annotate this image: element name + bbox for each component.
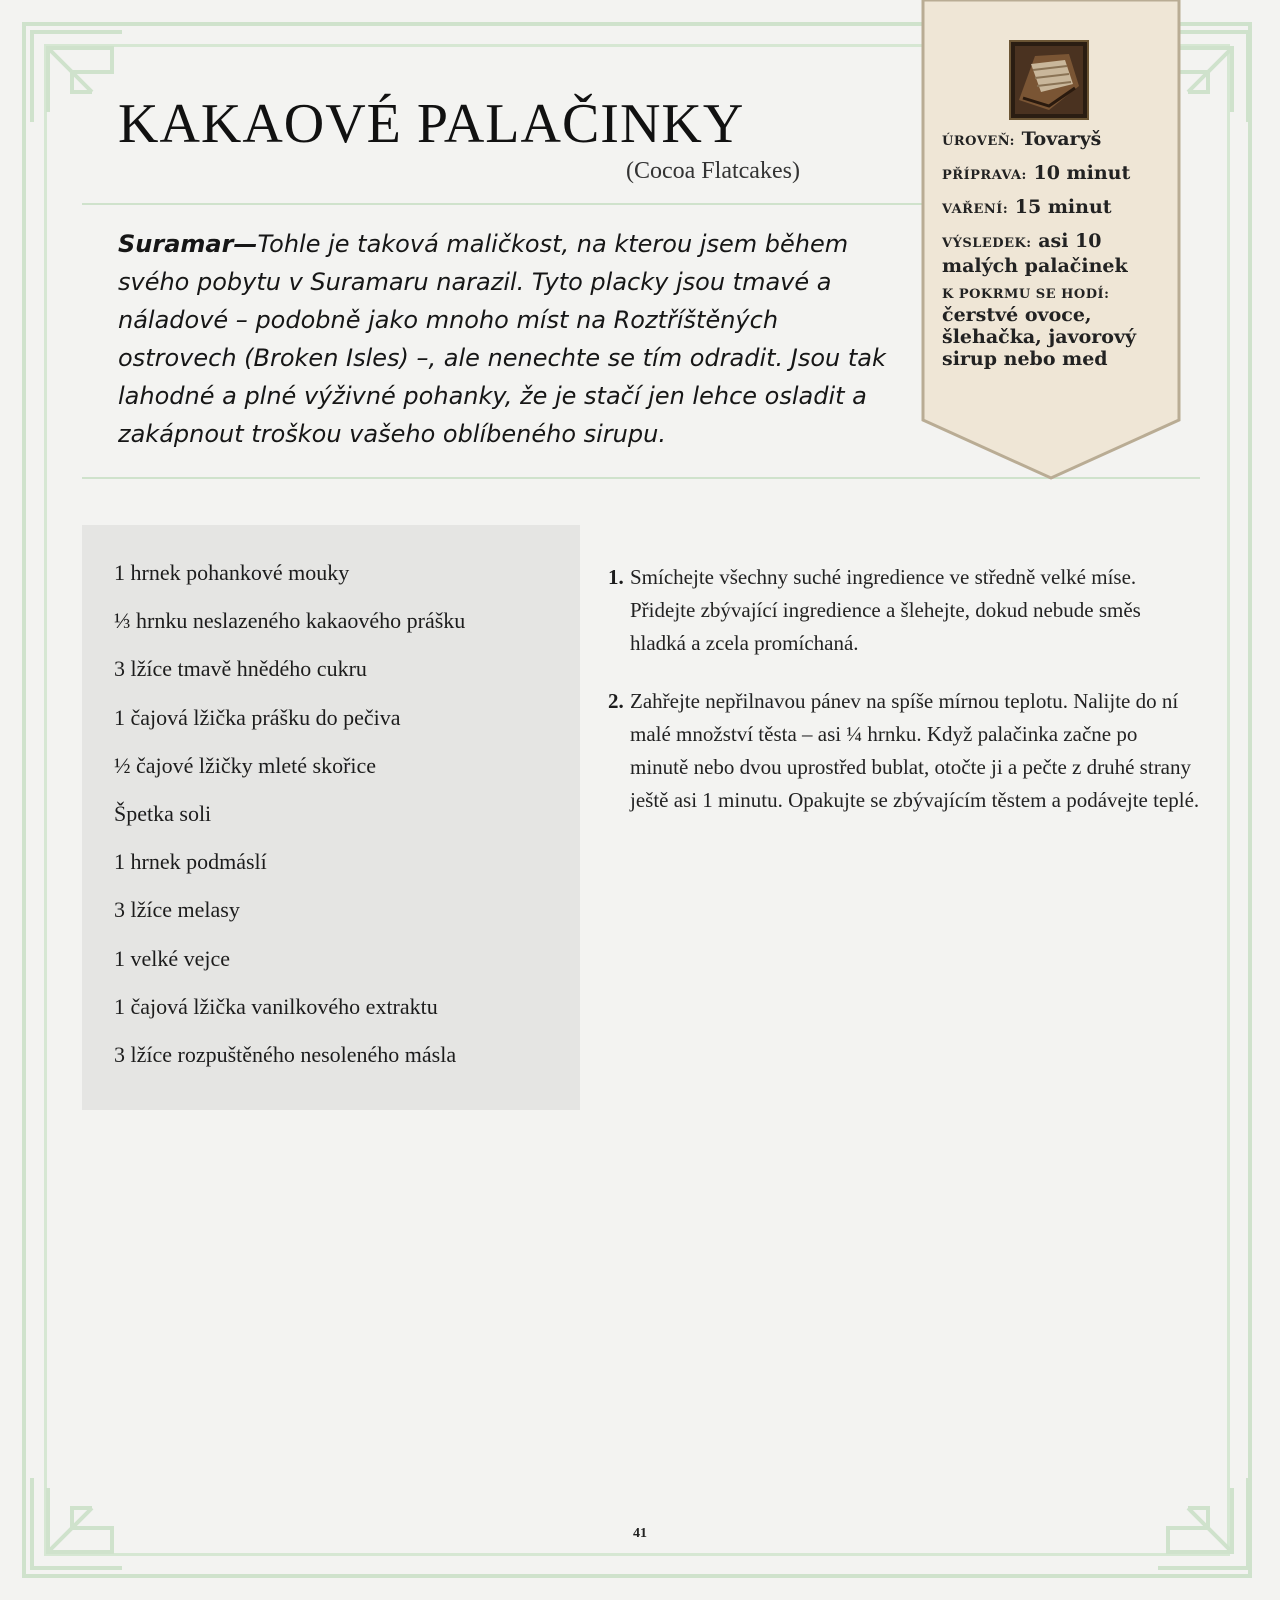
info-yield: VÝSLEDEK: asi 10 malých palačinek: [942, 230, 1128, 277]
step-number: 1.: [608, 565, 624, 589]
ingredient-item: 1 čajová lžička prášku do pečiva: [114, 704, 401, 730]
ingredient-item: ½ čajové lžičky mleté skořice: [114, 752, 377, 778]
recipe-info: [942, 128, 1172, 379]
instruction-step: [608, 561, 1208, 660]
recipe-subtitle: (Cocoa Flatcakes): [626, 158, 800, 184]
info-level: ÚROVEŇ: Tovaryš: [942, 128, 1102, 150]
intro-location: Suramar—: [118, 230, 258, 258]
ingredient-list: [114, 561, 580, 1091]
page-number: 41: [633, 1526, 647, 1541]
cocoa-flatcake-icon: [1009, 40, 1089, 120]
info-serve-with: K POKRMU SE HODÍ: čerstvé ovoce, šlehačka, javorový sirup nebo med: [942, 287, 1137, 370]
title-divider: [82, 203, 922, 205]
intro-text: Tohle je taková maličkost, na kterou jsem během svého pobytu v Suramaru narazil. Tyto placky jsou tmavé a náladové – podobně jako mnoho míst na Roztříštěných ostrovech (Broken Isles) –, ale nenechte se tím odradit. Jsou tak lahodné a plné výživné pohanky, že je stačí jen lehce osladit a zakápnout troškou vašeho oblíbeného sirupu.: [118, 230, 886, 448]
ingredient-item: 1 hrnek pohankové mouky: [114, 560, 350, 585]
step-number: 2.: [608, 689, 624, 713]
step-text: Zahřejte nepřilnavou pánev na spíše mírnou teplotu. Nalijte do ní malé množství těsta – asi ¼ hrnku. Když palačinka začne po minutě nebo dvou uprostřed bublat, otočte ji a pečte z druhé strany ještě asi 1 minutu. Opakujte se zbývajícím těstem a podávejte teplé.: [630, 689, 1200, 812]
ingredient-item: 3 lžíce tmavě hnědého cukru: [114, 656, 367, 682]
ingredient-item: Špetka soli: [114, 800, 212, 826]
ingredient-item: 1 velké vejce: [114, 945, 231, 971]
info-prep-time: PŘÍPRAVA: 10 minut: [942, 162, 1131, 184]
corner-ornament-top-left: [22, 22, 132, 132]
ingredient-item: 3 lžíce rozpuštěného nesoleného másla: [114, 1041, 457, 1067]
ingredient-item: 1 hrnek podmáslí: [114, 849, 267, 875]
recipe-title: KAKAOVÉ PALAČINKY: [118, 93, 745, 155]
ingredient-item: 3 lžíce melasy: [114, 897, 240, 923]
ingredients-box: [82, 525, 580, 1110]
ingredient-item: 1 čajová lžička vanilkového extraktu: [114, 993, 438, 1019]
instruction-step: [608, 685, 1208, 817]
corner-ornament-bottom-left: [22, 1468, 132, 1578]
recipe-intro: [118, 225, 898, 453]
step-text: Smíchejte všechny suché ingredience ve středně velké míse. Přidejte zbývající ingredience a šlehejte, dokud nebude směs hladká a zcela promíchaná.: [630, 565, 1141, 655]
instruction-steps: [608, 561, 1208, 842]
info-cook-time: VAŘENÍ: 15 minut: [942, 196, 1112, 218]
ingredient-item: ⅓ hrnku neslazeného kakaového prášku: [114, 608, 466, 634]
corner-ornament-bottom-right: [1148, 1468, 1258, 1578]
